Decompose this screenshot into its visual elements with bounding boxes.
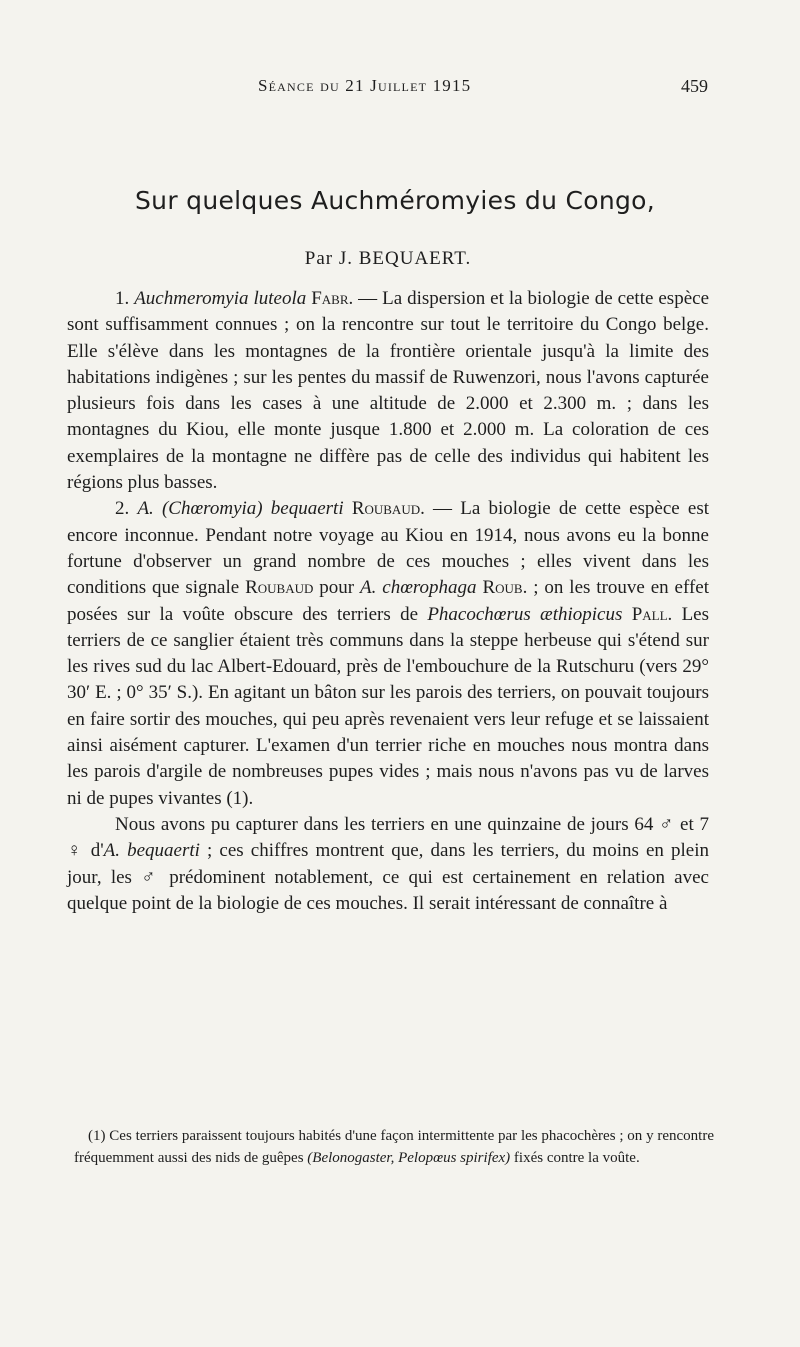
- paragraph-text: — La biologie de cette espèce est encore inconnue. Pendant notre voyage au Kiou en 1914, nous avons eu la bonne fortune d'observer un grand nombre de ces mouches ; elles vivent dans les conditions que signale: [67, 498, 709, 599]
- genus-abbrev: A.: [137, 498, 154, 520]
- paragraph-text: Les terriers de ce sanglier étaient très communs dans la steppe herbeuse qui s'étend sur les rives sud du lac Albert-Edouard, près de l'embouchure de la Rutschuru (vers 29° 30′ E. ; 0° 35′ S.). En agitant un bâton sur les parois des terriers, on pouvait toujours en faire sortir des mouches, qui peu après revenaient vers leur refuge et se laissaient ainsi aisément capturer. L'examen d'un terrier riche en mouches nous montra dans les parois d'argile de nombreuses pupes vides ; mais nous n'avons pas vu de larves ni de pupes vivantes (1).: [67, 603, 710, 809]
- paragraph-text: Nous avons pu capturer dans les terriers en une quinzaine de jours 64 ♂ et 7 ♀ d': [67, 813, 709, 862]
- species-reference: A. chœrophaga: [360, 577, 477, 599]
- paragraph-2: [67, 496, 709, 812]
- species-authority: Roubaud.: [351, 498, 425, 520]
- host-authority: Pall.: [631, 603, 673, 625]
- footnote-text-part: fixés contre la voûte.: [510, 1149, 640, 1166]
- paragraph-text: pour: [313, 577, 361, 599]
- host-species: Phacochœrus æthiopicus: [427, 603, 623, 625]
- running-head: [0, 76, 800, 102]
- species-name: bequaerti: [270, 498, 344, 520]
- wasp-species: (Belonogaster, Pelopœus spirifex): [307, 1149, 511, 1166]
- author-reference: Roub.: [482, 577, 528, 599]
- article-body: [67, 286, 709, 917]
- subgenus-name: (Chœromyia): [161, 498, 263, 520]
- item-number: 1.: [115, 288, 130, 309]
- item-number: 2.: [115, 498, 130, 520]
- article-author: Par J. BEQUAERT.: [304, 248, 472, 269]
- author-reference: Roubaud: [245, 577, 314, 599]
- species-name: Auchmeromyia luteola: [134, 288, 307, 309]
- running-title: Séance du 21 Juillet 1915: [258, 76, 472, 95]
- page-number: 459: [681, 76, 708, 96]
- paragraph-text: ; on les trouve en effet posées sur la voûte obscure des terriers de: [67, 577, 710, 625]
- species-authority: Fabr.: [311, 288, 354, 309]
- article-title: Sur quelques Auchméromyies du Congo,: [135, 186, 655, 215]
- paragraph-1: [67, 286, 709, 496]
- paragraph-3: [67, 812, 709, 917]
- paragraph-text: — La dispersion et la biologie de cette espèce sont suffisamment connues ; on la rencontre sur tout le territoire du Congo belge. Elle s'élève dans les montagnes de la frontière orientale jusqu'à la limite des habitations indigènes ; sur les pentes du massif de Ruwenzori, nous l'avons capturée plusieurs fois dans les cases à une altitude de 2.000 et 2.300 m. ; dans les montagnes du Kiou, elle monte jusque 1.800 et 2.000 m. La coloration de ces exemplaires de la montagne ne diffère pas de celle des individus qui habitent les régions plus basses.: [67, 288, 709, 494]
- paragraph-text: ; ces chiffres montrent que, dans les terriers, du moins en plein jour, les ♂ prédominent notablement, ce qui est certainement en relation avec quelque point de la biologie de ces mouches. Il serait intéressant de connaître à: [67, 840, 709, 914]
- footnote: [74, 1126, 714, 1169]
- footnote-text-part: (1) Ces terriers paraissent toujours habités d'une façon intermittente par les phacochères ; on y rencontre fréquemment aussi des nids de guêpes: [74, 1128, 714, 1166]
- species-reference: A. bequaerti: [103, 840, 200, 862]
- footnote-text: [74, 1126, 714, 1169]
